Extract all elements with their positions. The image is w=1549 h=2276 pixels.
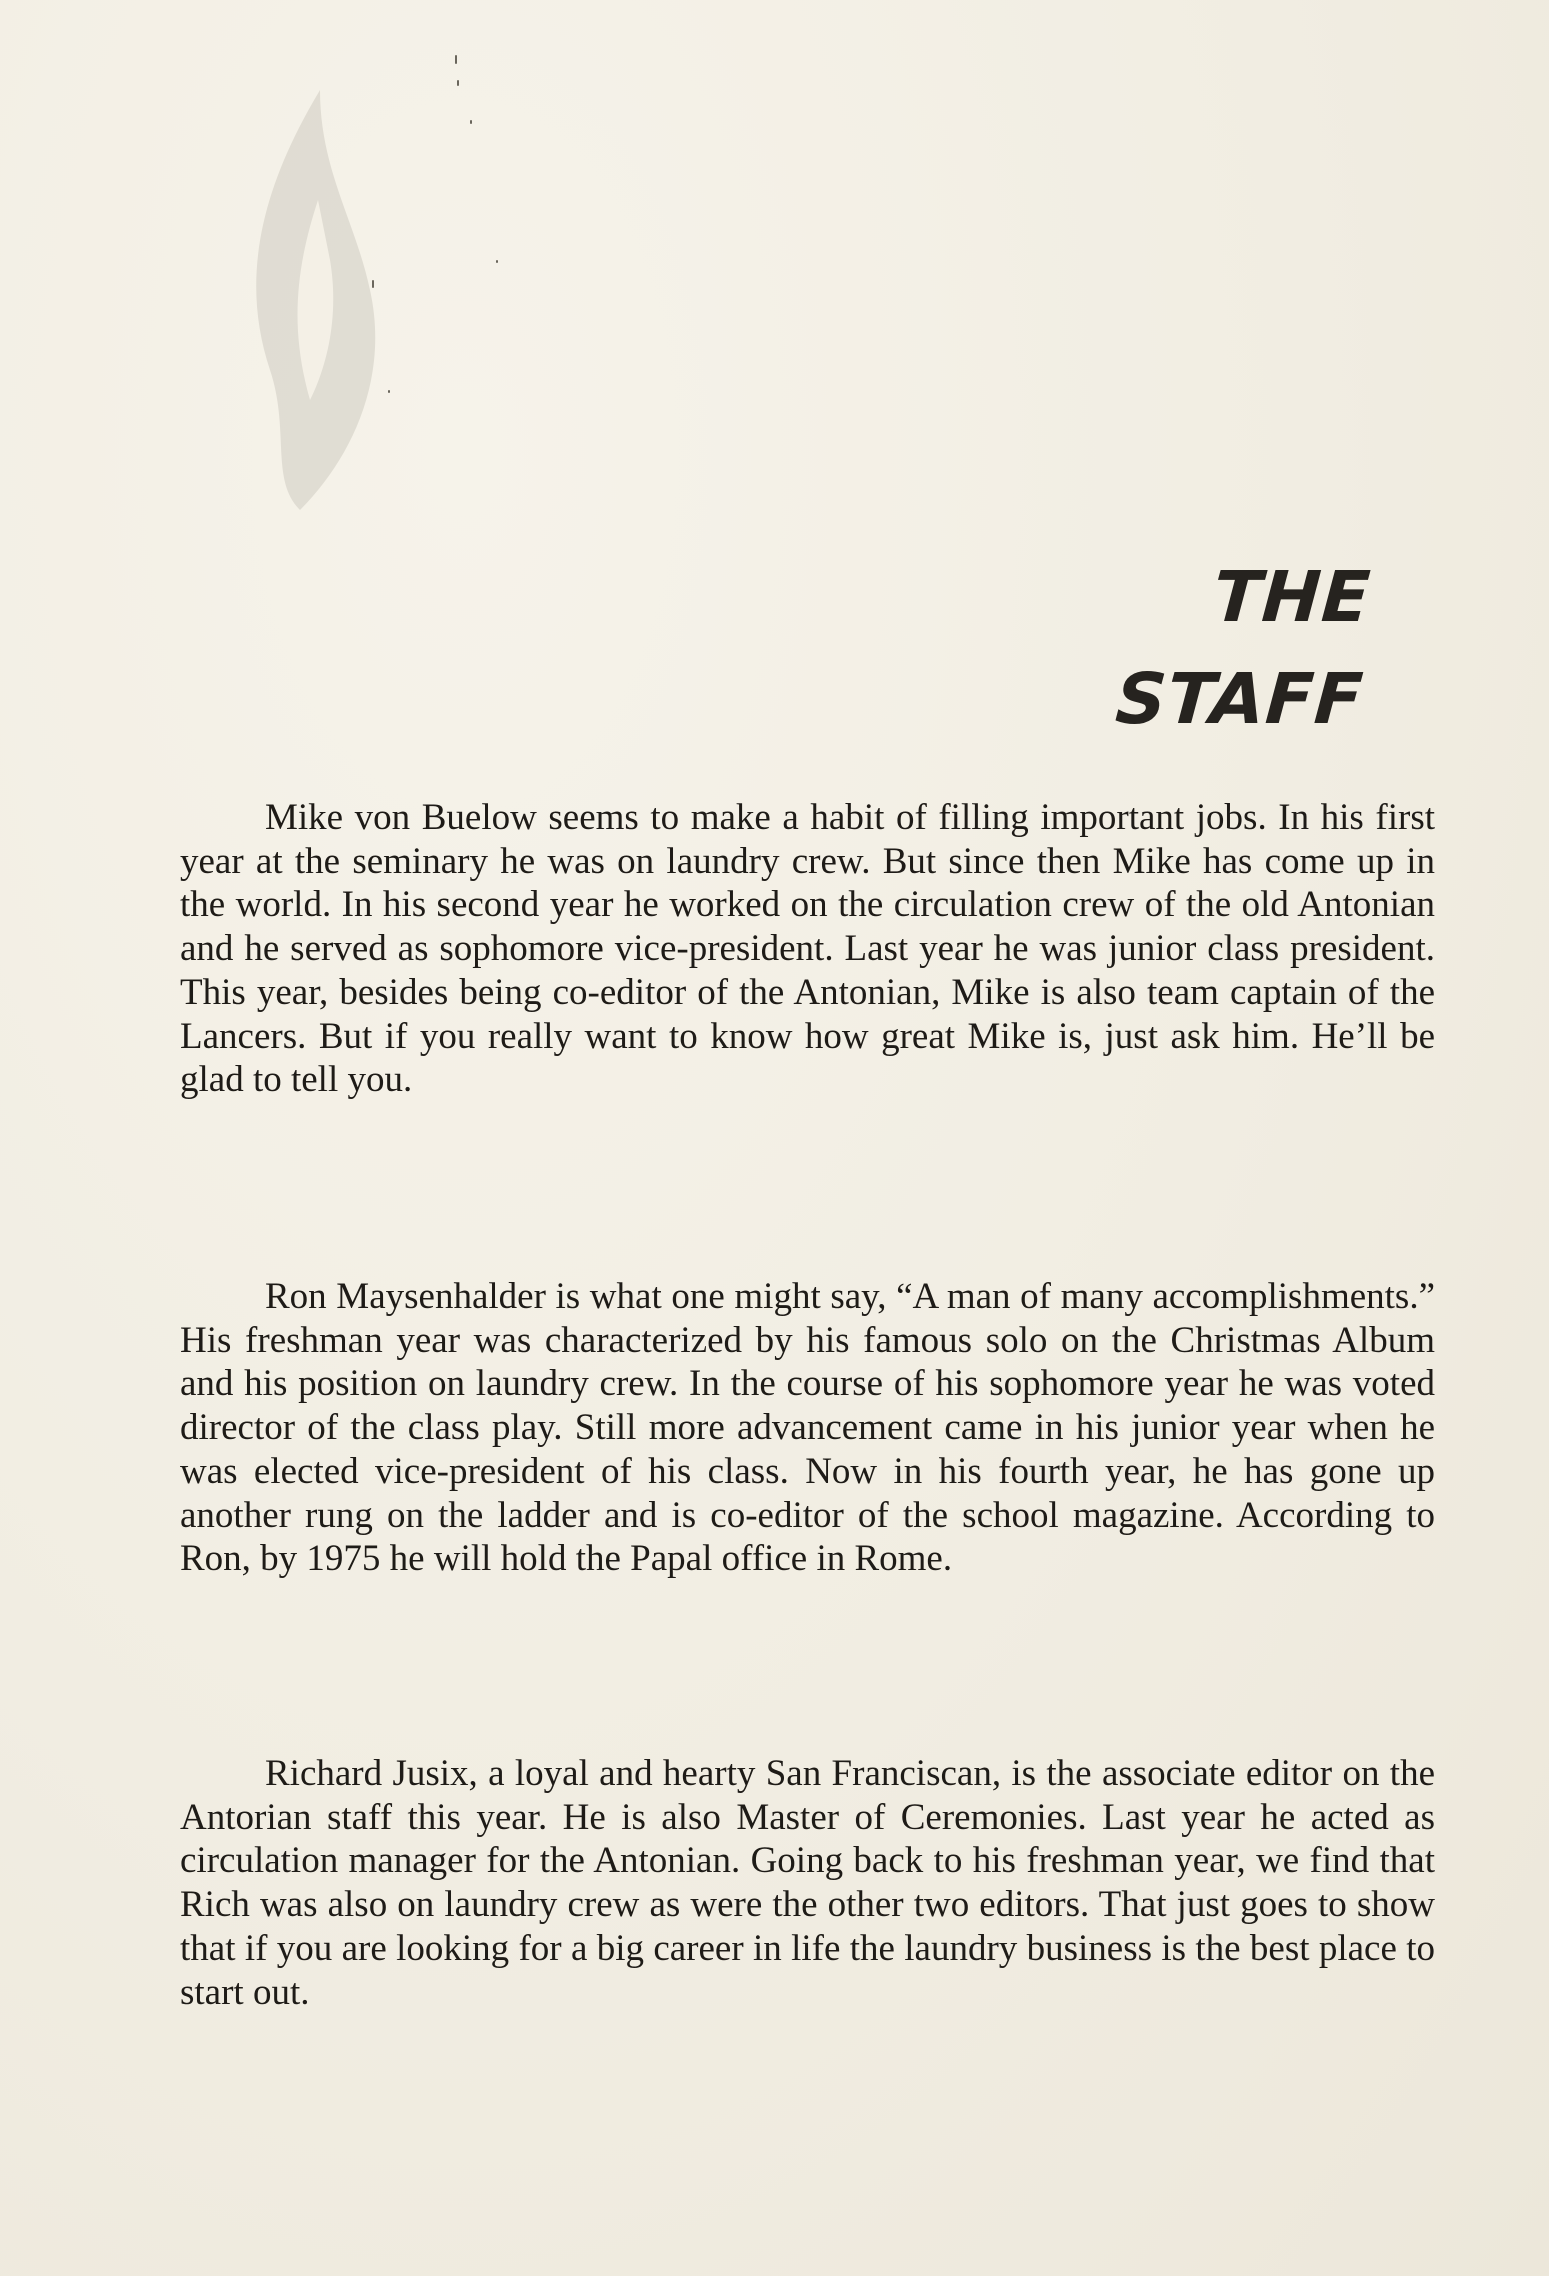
speck	[455, 55, 457, 64]
title-line-staff: STAFF	[1113, 658, 1367, 740]
speck	[470, 120, 472, 124]
paragraph-richard-jusix: Richard Jusix, a loyal and hearty San Franciscan, is the associate editor on the Antorian staff this year. He is also Master of Ceremonies. Last year he acted as circulation manager for the Antonian. Going back to his freshman year, we find that Rich was also on laundry crew as were the other two editors. That just goes to show that if you are looking for a big career in life the laundry business is the best place to start out.	[180, 1753, 1435, 2013]
speck	[457, 80, 459, 86]
title-line-the: THE	[1210, 556, 1374, 638]
speck	[372, 280, 374, 288]
page-title	[940, 546, 1374, 750]
speck	[388, 390, 390, 393]
paragraph-mike-von-buelow: Mike von Buelow seems to make a habit of filling important jobs. In his first year at the seminary he was on laundry crew. But since then Mike has come up in the world. In his second year he worked on the circulation crew of the old Antonian and he served as sophomore vice-president. Last year he was junior class president. This year, besides being co-editor of the Antonian, Mike is also team captain of the Lancers. But if you really want to know how great Mike is, just ask him. He’ll be glad to tell you.	[180, 797, 1435, 1101]
speck	[496, 260, 498, 263]
flame-watermark-icon	[200, 80, 420, 520]
paragraph-ron-maysenhalder: Ron Maysenhalder is what one might say, “A man of many accomplishments.” His freshman year was characterized by his famous solo on the Christmas Album and his position on laundry crew. In the course of his sophomore year he was voted director of the class play. Still more advancement came in his junior year when he was elected vice-president of his class. Now in his fourth year, he has gone up another rung on the ladder and is co-editor of the school magazine. According to Ron, by 1975 he will hold the Papal office in Rome.	[180, 1276, 1435, 1580]
